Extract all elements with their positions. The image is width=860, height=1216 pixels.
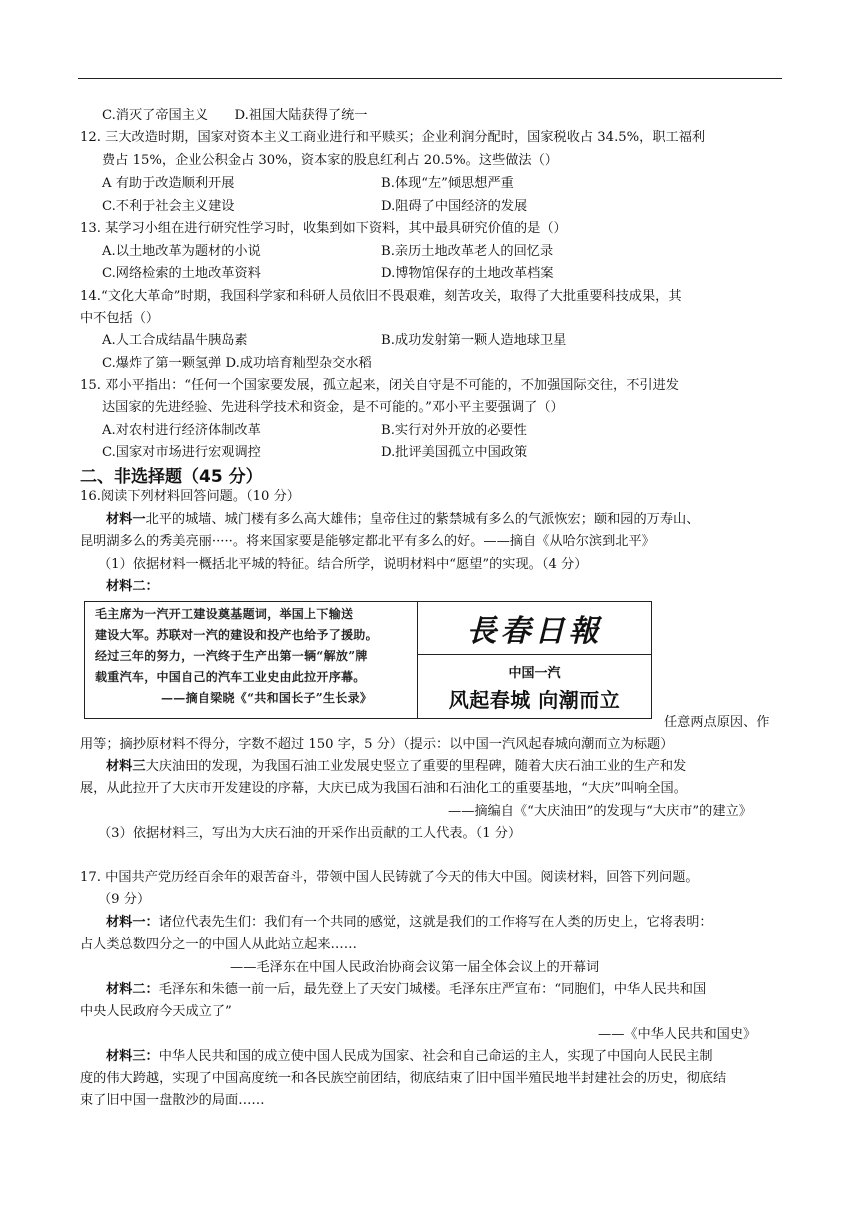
q16-subquestion-2-line1-tail: 任意两点原因、作 [664, 715, 770, 730]
q15-option-c: C.国家对市场进行宏观调控 [102, 445, 261, 460]
q12-option-c: C.不利于社会主义建设 [102, 199, 235, 214]
material-text: 毛泽东和朱德一前一后，最先登上了天安门城楼。毛泽东庄严宣布：“同胞们，中华人民共和国 [158, 982, 707, 997]
q14-option-a: A.人工合成结晶牛胰岛素 [102, 333, 248, 348]
newspaper-masthead: 長春日報 [418, 602, 651, 655]
q17-material1-source: ——毛泽东在中国人民政治协商会议第一届全体会议上的开幕词 [230, 960, 600, 975]
figure-text-line: 载重汽车，中国自己的汽车工业史由此拉开序幕。 [95, 670, 366, 684]
q16-stem: 16.阅读下列材料回答问题。（10 分） [80, 489, 300, 504]
q17-material2-line2: 中央人民政府今天成立了” [80, 1004, 232, 1019]
material-label: 材料三 [106, 759, 146, 774]
material-text: 中华人民共和国的成立使中国人民成为国家、社会和自己命运的主人，实现了中国向人民民主制 [158, 1049, 713, 1064]
q17-material1-line2: 占人类总数四分之一的中国人从此站立起来…… [80, 937, 357, 952]
q14-option-cd: C.爆炸了第一颗氢弹 D.成功培育籼型杂交水稻 [102, 356, 372, 371]
q16-subquestion-3: （3）依据材料三，写出为大庆石油的开采作出贡献的工人代表。（1 分） [98, 826, 522, 841]
newspaper-panel [418, 602, 651, 718]
q12-option-d: D.阻碍了中国经济的发展 [381, 199, 528, 214]
material-label: 材料三： [106, 1049, 159, 1064]
q13-option-a: A.以土地改革为题材的小说 [102, 244, 261, 259]
q14-stem-line1: 14.“文化大革命”时期，我国科学家和科研人员依旧不畏艰难，刻苦攻关，取得了大批重要科技成果，其 [80, 289, 682, 304]
q11-options-cd: C.消灭了帝国主义 D.祖国大陆获得了统一 [102, 108, 368, 123]
material-label: 材料一： [106, 915, 159, 930]
q17-material3-line1 [106, 1047, 713, 1067]
material2-figure [84, 601, 652, 719]
q14-option-b: B.成功发射第一颗人造地球卫星 [381, 333, 567, 348]
header-rule [78, 78, 782, 79]
material-label: 材料二： [106, 579, 159, 594]
q17-material2-line1 [106, 980, 706, 1000]
q16-material3-source: ——摘编自《“大庆油田”的发现与“大庆市”的建立》 [448, 804, 752, 819]
newspaper-headline-large: 风起春城 向潮而立 [448, 688, 621, 712]
q16-material3-line2: 展，从此拉开了大庆市开发建设的序幕，大庆已成为我国石油和石油化工的重要基地，“大庆”叫响全国。 [80, 781, 687, 796]
q16-material1-line2: 昆明湖多么的秀美亮丽·····。将来国家要是能够定都北平有多么的好。——摘自《从哈尔滨到北平》 [80, 534, 655, 549]
figure-text-panel [85, 602, 418, 718]
q17-material2-source: ——《中华人民共和国史》 [598, 1027, 757, 1042]
q15-stem-line1: 15. 邓小平指出：“任何一个国家要发展，孤立起来，闭关自守是不可能的，不加强国际交往，不引进发 [80, 378, 679, 393]
q15-option-a: A.对农村进行经济体制改革 [102, 423, 261, 438]
q12-stem-line1: 12. 三大改造时期，国家对资本主义工商业进行和平赎买；企业利润分配时，国家税收占 34.5%，职工福利 [80, 130, 706, 145]
q13-option-b: B.亲历土地改革老人的回忆录 [381, 244, 554, 259]
q16-subquestion-2-line2: 用等；摘抄原材料不得分，字数不超过 150 字，5 分）（提示：以中国一汽风起春城向潮而立为标题） [80, 737, 674, 752]
q12-stem-line2: 费占 15%，企业公积金占 30%，资本家的股息红利占 20.5%。这些做法（） [102, 153, 558, 168]
q13-stem: 13. 某学习小组在进行研究性学习时，收集到如下资料，其中最具研究价值的是（） [80, 221, 567, 236]
q17-material3-line3: 束了旧中国一盘散沙的局面…… [80, 1093, 265, 1108]
figure-text-line: 毛主席为一汽开工建设奠基题词，举国上下输送 [95, 607, 354, 621]
q16-subquestion-1: （1）依据材料一概括北平城的特征。结合所学，说明材料中“愿望”的实现。（4 分） [98, 557, 588, 572]
material-text: 诸位代表先生们：我们有一个共同的感觉，这就是我们的工作将写在人类的历史上，它将表明： [158, 915, 713, 930]
q15-stem-line2: 达国家的先进经验、先进科学技术和资金，是不可能的。”邓小平主要强调了（） [102, 400, 564, 415]
q16-material1-line1 [106, 510, 699, 530]
q14-stem-line2: 中不包括（） [80, 311, 160, 326]
section-title: 二、非选择题（45 分） [80, 467, 263, 487]
q12-option-a: A 有助于改造顺利开展 [102, 176, 235, 191]
material-text: 大庆油田的发现，为我国石油工业发展史竖立了重要的里程碑，随着大庆石油工业的生产和发 [145, 759, 687, 774]
material-label: 材料二： [106, 982, 159, 997]
q16-material3-line1 [106, 757, 686, 777]
figure-text-line: 经过三年的努力，一汽终于生产出第一辆“解放”牌 [95, 649, 368, 663]
material-label: 材料一 [106, 512, 146, 527]
newspaper-headline-small: 中国一汽 [508, 666, 561, 681]
q17-material3-line2: 度的伟大跨越，实现了中国高度统一和各民族空前团结，彻底结束了旧中国半殖民地半封建社会的历史，彻底结 [80, 1071, 727, 1086]
q17-material1-line1 [106, 913, 713, 933]
figure-text-line: 建设大军。苏联对一汽的建设和投产也给予了援助。 [95, 628, 378, 642]
q17-stem-line1: 17. 中国共产党历经百余年的艰苦奋斗，带领中国人民铸就了今天的伟大中国。阅读材料，回答下列问题。 [80, 870, 699, 885]
q16-material2-label [106, 577, 159, 597]
q13-option-d: D.博物馆保存的土地改革档案 [381, 266, 554, 281]
q15-option-d: D.批评美国孤立中国政策 [381, 445, 528, 460]
material-text: 北平的城墙、城门楼有多么高大雄伟；皇帝住过的紫禁城有多么的气派恢宏；颐和园的万寿山、 [145, 512, 700, 527]
q15-option-b: B.实行对外开放的必要性 [381, 423, 527, 438]
figure-source-line: ——摘自梁晓《“共和国长子”生长录》 [161, 691, 373, 705]
q13-option-c: C.网络检索的土地改革资料 [102, 266, 261, 281]
q17-stem-line2: （9 分） [98, 892, 151, 907]
q12-option-b: B.体现“左”倾思想严重 [381, 176, 514, 191]
